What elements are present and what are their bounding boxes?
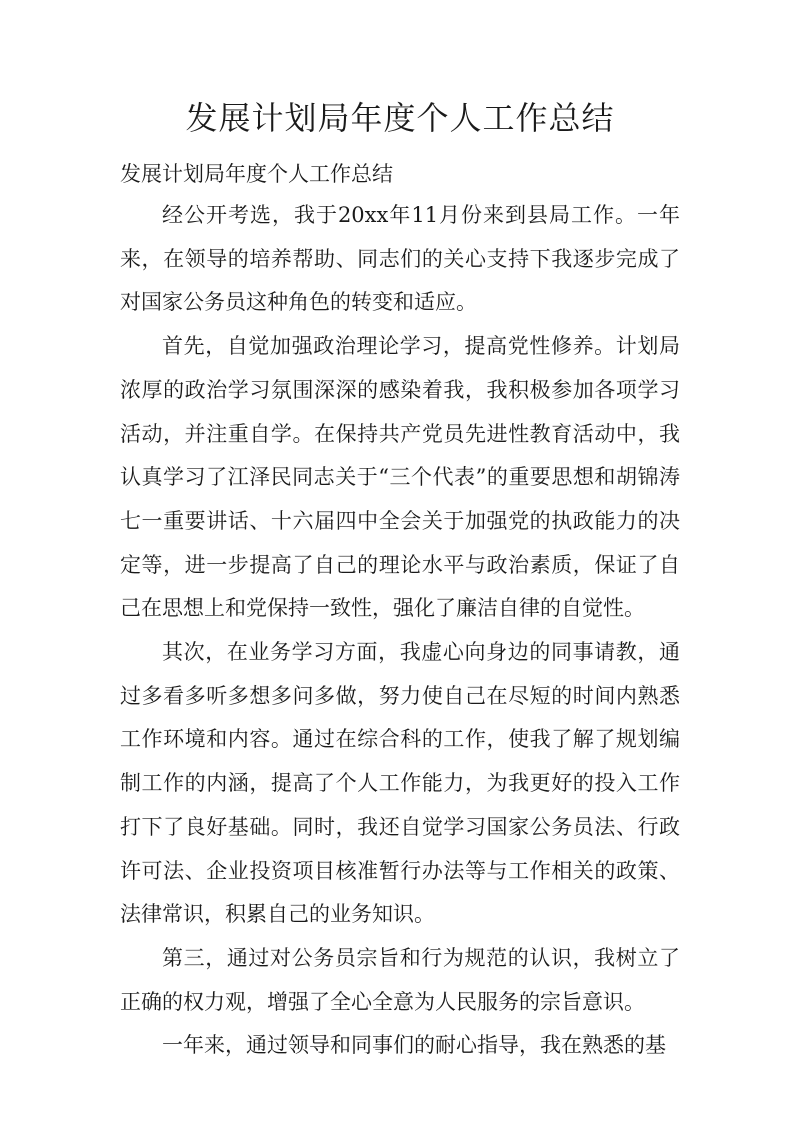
paragraph-business-study: 其次，在业务学习方面，我虚心向身边的同事请教，通过多看多听多想多问多做，努力使自己在尽短的时间内熟悉工作环境和内容。通过在综合科的工作，使我了解了规划编制工作的内涵，提高了个人工作能力，为我更好的投入工作打下了良好基础。同时，我还自觉学习国家公务员法、行政许可法、企业投资项目核准暂行办法等与工作相关的政策、法律常识，积累自己的业务知识。: [120, 640, 680, 927]
paragraph-continued: 一年来，通过领导和同事们的耐心指导，我在熟悉的基: [162, 1033, 666, 1058]
paragraph-political-study: 首先，自觉加强政治理论学习，提高党性修养。计划局浓厚的政治学习氛围深深的感染着我，我积极参加各项学习活动，并注重自学。在保持共产党员先进性教育活动中，我认真学习了江泽民同志关于“三个代表”的重要思想和胡锦涛七一重要讲话、十六届四中全会关于加强党的执政能力的决定等，进一步提高了自己的理论水平与政治素质，保证了自己在思想上和党保持一致性，强化了廉洁自律的自觉性。: [120, 334, 680, 621]
paragraph-intro: 经公开考选，我于20xx年11月份来到县局工作。一年来，在领导的培养帮助、同志们的关心支持下我逐步完成了对国家公务员这种角色的转变和适应。: [120, 203, 680, 315]
document-body: [120, 194, 680, 1068]
document-title: 发展计划局年度个人工作总结: [185, 99, 615, 137]
paragraph-service-purpose: 第三，通过对公务员宗旨和行为规范的认识，我树立了正确的权力观，增强了全心全意为人民服务的宗旨意识。: [120, 945, 680, 1014]
document-subtitle: 发展计划局年度个人工作总结: [120, 162, 393, 186]
